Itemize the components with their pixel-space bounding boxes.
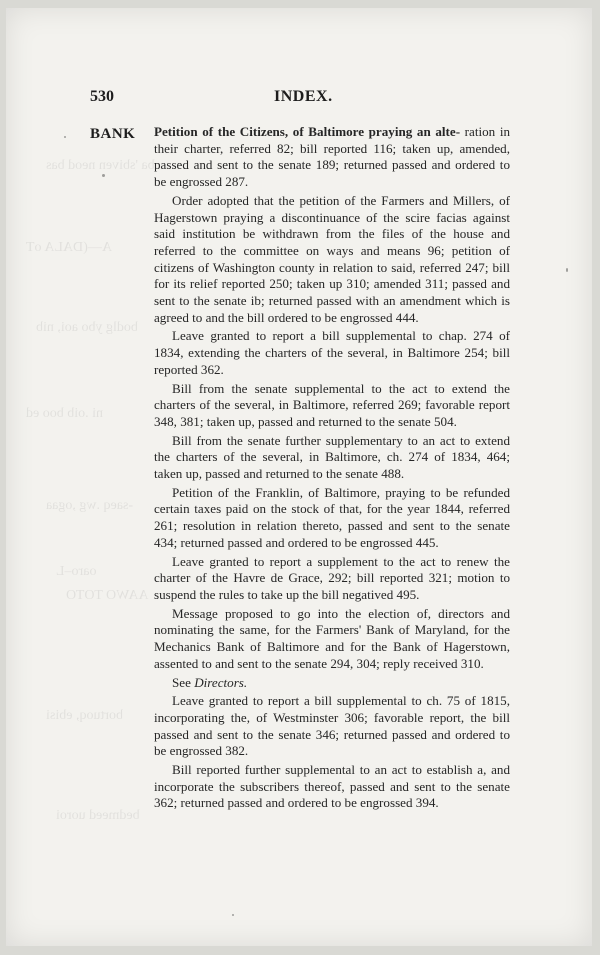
ink-speck: [232, 914, 234, 916]
ink-speck: [566, 268, 568, 272]
book-page: [6, 8, 592, 946]
ink-speck: [64, 136, 66, 138]
index-entry-body: [154, 124, 510, 814]
page-title: INDEX.: [274, 88, 333, 105]
paragraph-citizens-petition: [154, 124, 510, 191]
show-through-texture: .ba 'sbiven neod bas A—(DALA oT bodlg ybo aoi, nib ni .oib boo ed -saeq .wg ,ogaa oaro–L AAWO TOTO bortuoq, ebisi bedmeed uoroi: [26, 158, 159, 823]
see-target: Directors.: [194, 674, 248, 690]
paragraph-election-message: Message proposed to go into the election of, directors and nominating the same, for the Farmers' Bank of Maryland, for the Mechanics Bank of Baltimore and for the Bank of Hagerstown, assented to and sent to the senate 294, 304; reply received 310.: [154, 605, 510, 671]
paragraph-senate-further: Bill from the senate further supplementary to an act to extend the charters of the several, in Baltimore, ch. 274 of 1834, 464; taken up, passed and returned to the senate 488.: [154, 432, 510, 482]
ink-speck: [102, 174, 105, 177]
paragraph-further-supplemental: Bill reported further supplemental to an act to establish a, and incorporate the subscribers thereof, passed and sent to the senate 362; returned passed and ordered to be engrossed 394.: [154, 762, 510, 811]
page-header: [6, 88, 592, 110]
paragraph-farmers-millers: Order adopted that the petition of the Farmers and Millers, of Hagerstown praying a discontinuance of the scire facias against said institution be withdrawn from the files of the house and referred to the committee on ways and means 96; petition of citizens of Washington county in relation to said, referred 247; bill for its relief reported 250; taken up 310; amended 311; passed and sent to the senate ib; returned passed with an amendment which is agreed to and the bill ordered to be engrossed 444.: [154, 192, 510, 325]
paragraph-see-reference: [154, 675, 510, 692]
paragraph-lead: Petition of the Citizens, of Baltimore praying an alte-: [154, 124, 461, 139]
paragraph-supplemental-274: Leave granted to report a bill supplemental to chap. 274 of 1834, extending the charters of the several, in Baltimore 254; bill reported 362.: [154, 328, 510, 377]
paragraph-franklin-petition: Petition of the Franklin, of Baltimore, praying to be refunded certain taxes paid on the stock of that, for the year 1844, referred 261; resolution in relation thereto, passed and sent to the senate 434; returned passed and ordered to be engrossed 445.: [154, 484, 510, 550]
paragraph-havre-de-grace: Leave granted to report a supplement to the act to renew the charter of the Havre de Grace, 292; bill reported 321; motion to suspend the rules to take up the bill negatived 495.: [154, 553, 510, 602]
paragraph-text: ration in their charter, referred 82; bill reported 116; taken up, amended, passed and sent to the senate 189; returned passed and ordered to be engrossed 287.: [154, 124, 511, 190]
paragraph-westminster: Leave granted to report a bill supplemental to ch. 75 of 1815, incorporating the, of Westminster 306; favorable report, the bill passed and sent to the senate 346; returned passed and ordered to be engrossed 382.: [154, 693, 510, 759]
paragraph-senate-supplemental: Bill from the senate supplemental to the act to extend the charters of the several, in Baltimore, referred 269; favorable report 348, 381; taken up, passed and returned to the senate 504.: [154, 380, 510, 429]
entry-keyword: BANK: [90, 126, 136, 142]
page-number: 530: [90, 88, 114, 105]
see-label: See: [172, 674, 191, 690]
